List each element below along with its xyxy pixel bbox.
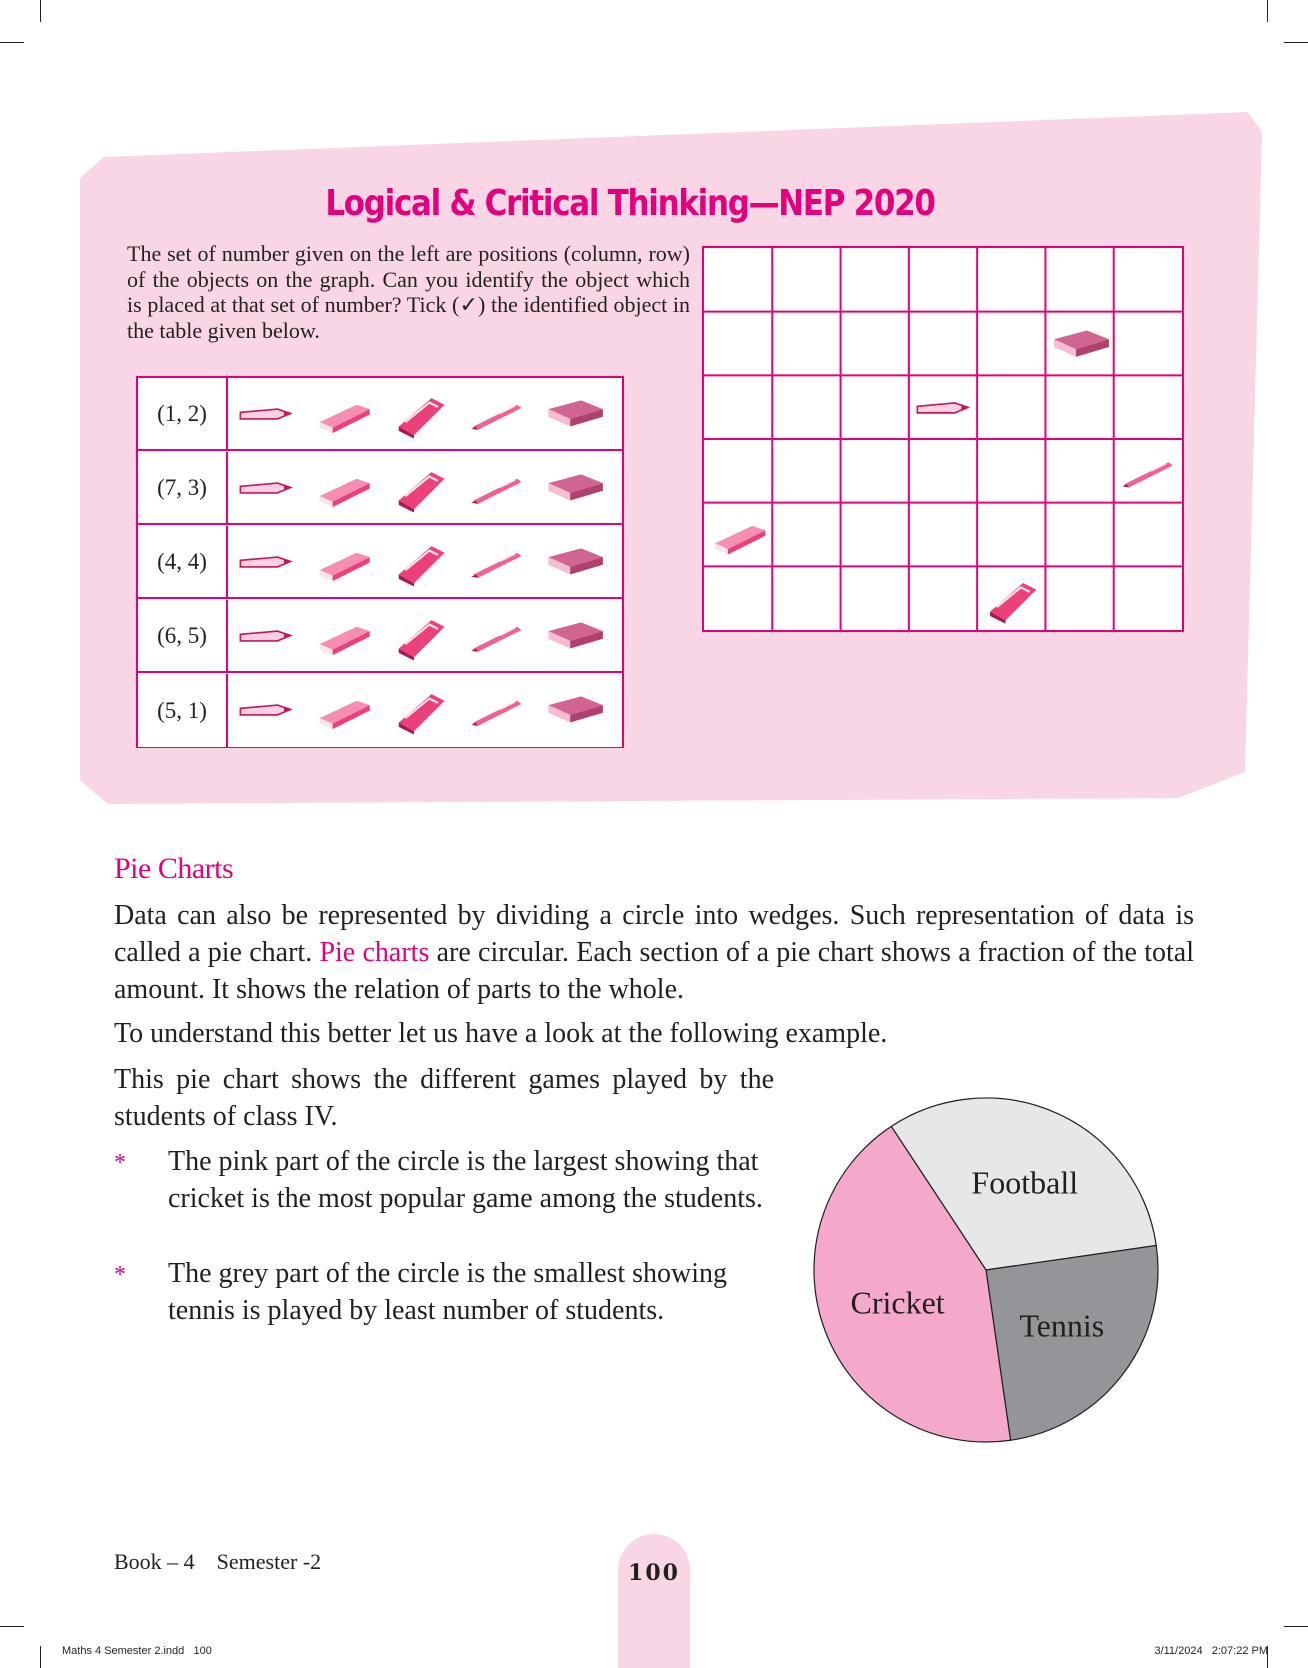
section-heading: Pie Charts	[114, 852, 234, 885]
book-icon[interactable]	[544, 462, 604, 514]
coordinate-grid	[702, 246, 1184, 632]
chart-description: This pie chart shows the different games played by the students of class IV.	[114, 1064, 774, 1132]
eraser-icon[interactable]	[313, 684, 373, 736]
book-icon[interactable]	[544, 684, 604, 736]
eraser-icon[interactable]	[313, 388, 373, 440]
coordinate-label: (5, 1)	[138, 674, 228, 747]
coordinate-label: (7, 3)	[138, 452, 228, 523]
print-slug-date: 3/11/2024 2:07:22 PM	[1154, 1645, 1268, 1657]
intro-paragraph	[114, 897, 1194, 1008]
eraser-icon	[715, 526, 766, 555]
pencil-icon[interactable]	[236, 462, 296, 514]
bullet-marker: *	[114, 1150, 126, 1176]
intro-text: are circular. Each section of a pie chart shows a fraction of the total amount. It shows the relation of parts to the whole.	[114, 937, 1194, 1005]
crop-mark	[40, 1646, 41, 1668]
pie-label-cricket: Cricket	[850, 1284, 945, 1321]
example-paragraph: To understand this better let us have a look at the following example.	[114, 1018, 888, 1049]
crop-mark	[1284, 1626, 1308, 1627]
bullet-item: The grey part of the circle is the smallest showing tennis is played by least number of students.	[168, 1258, 728, 1326]
pencil-icon[interactable]	[236, 536, 296, 588]
pie-charts-highlight: Pie charts	[319, 937, 430, 968]
coordinate-label: (4, 4)	[138, 526, 228, 597]
intro-text: Data can also be represented by dividing a circle into wedges. Such representation of data is called a pie chart.	[114, 900, 1194, 968]
eraser-icon[interactable]	[313, 610, 373, 662]
print-slug-file: Maths 4 Semester 2.indd 100	[62, 1645, 212, 1657]
pen-icon[interactable]	[467, 462, 527, 514]
pencil-icon[interactable]	[236, 610, 296, 662]
book-icon[interactable]	[544, 536, 604, 588]
activity-instructions: The set of number given on the left are positions (column, row) of the objects on the graph. Can you identify the object which is placed at that set of number? Tick (✓) the identified object in the table given below.	[127, 241, 690, 343]
pencil-icon	[917, 403, 968, 413]
book-icon[interactable]	[544, 610, 604, 662]
option-row	[138, 452, 622, 525]
sharpener-icon[interactable]	[390, 610, 450, 662]
eraser-icon[interactable]	[313, 462, 373, 514]
page-number: 100	[628, 1560, 680, 1586]
book-label: Book – 4 Semester -2	[114, 1549, 322, 1574]
coordinate-label: (1, 2)	[138, 378, 228, 449]
bullet-marker: *	[114, 1262, 126, 1288]
pen-icon[interactable]	[467, 536, 527, 588]
option-row	[138, 526, 622, 599]
book-icon[interactable]	[544, 388, 604, 440]
pencil-icon[interactable]	[236, 684, 296, 736]
sharpener-icon[interactable]	[390, 684, 450, 736]
pie-label-football: Football	[971, 1164, 1079, 1201]
activity-title: Logical & Critical Thinking—NEP 2020	[325, 183, 935, 224]
book-icon	[1054, 331, 1109, 357]
sharpener-icon	[990, 583, 1036, 624]
page-number-tab	[618, 1534, 690, 1668]
option-row	[138, 600, 622, 673]
option-row	[138, 378, 622, 451]
pie-label-tennis: Tennis	[1019, 1307, 1105, 1344]
options-table	[136, 376, 624, 748]
crop-mark	[0, 1626, 24, 1627]
sharpener-icon[interactable]	[390, 388, 450, 440]
option-row	[138, 674, 622, 747]
pen-icon[interactable]	[467, 388, 527, 440]
pie-chart	[800, 1080, 1180, 1460]
pen-icon[interactable]	[467, 684, 527, 736]
coordinate-label: (6, 5)	[138, 600, 228, 671]
pen-icon[interactable]	[467, 610, 527, 662]
pen-icon	[1122, 462, 1173, 487]
eraser-icon[interactable]	[313, 536, 373, 588]
bullet-item: The pink part of the circle is the largest showing that cricket is the most popular game among the students.	[168, 1146, 763, 1214]
sharpener-icon[interactable]	[390, 536, 450, 588]
pencil-icon[interactable]	[236, 388, 296, 440]
sharpener-icon[interactable]	[390, 462, 450, 514]
